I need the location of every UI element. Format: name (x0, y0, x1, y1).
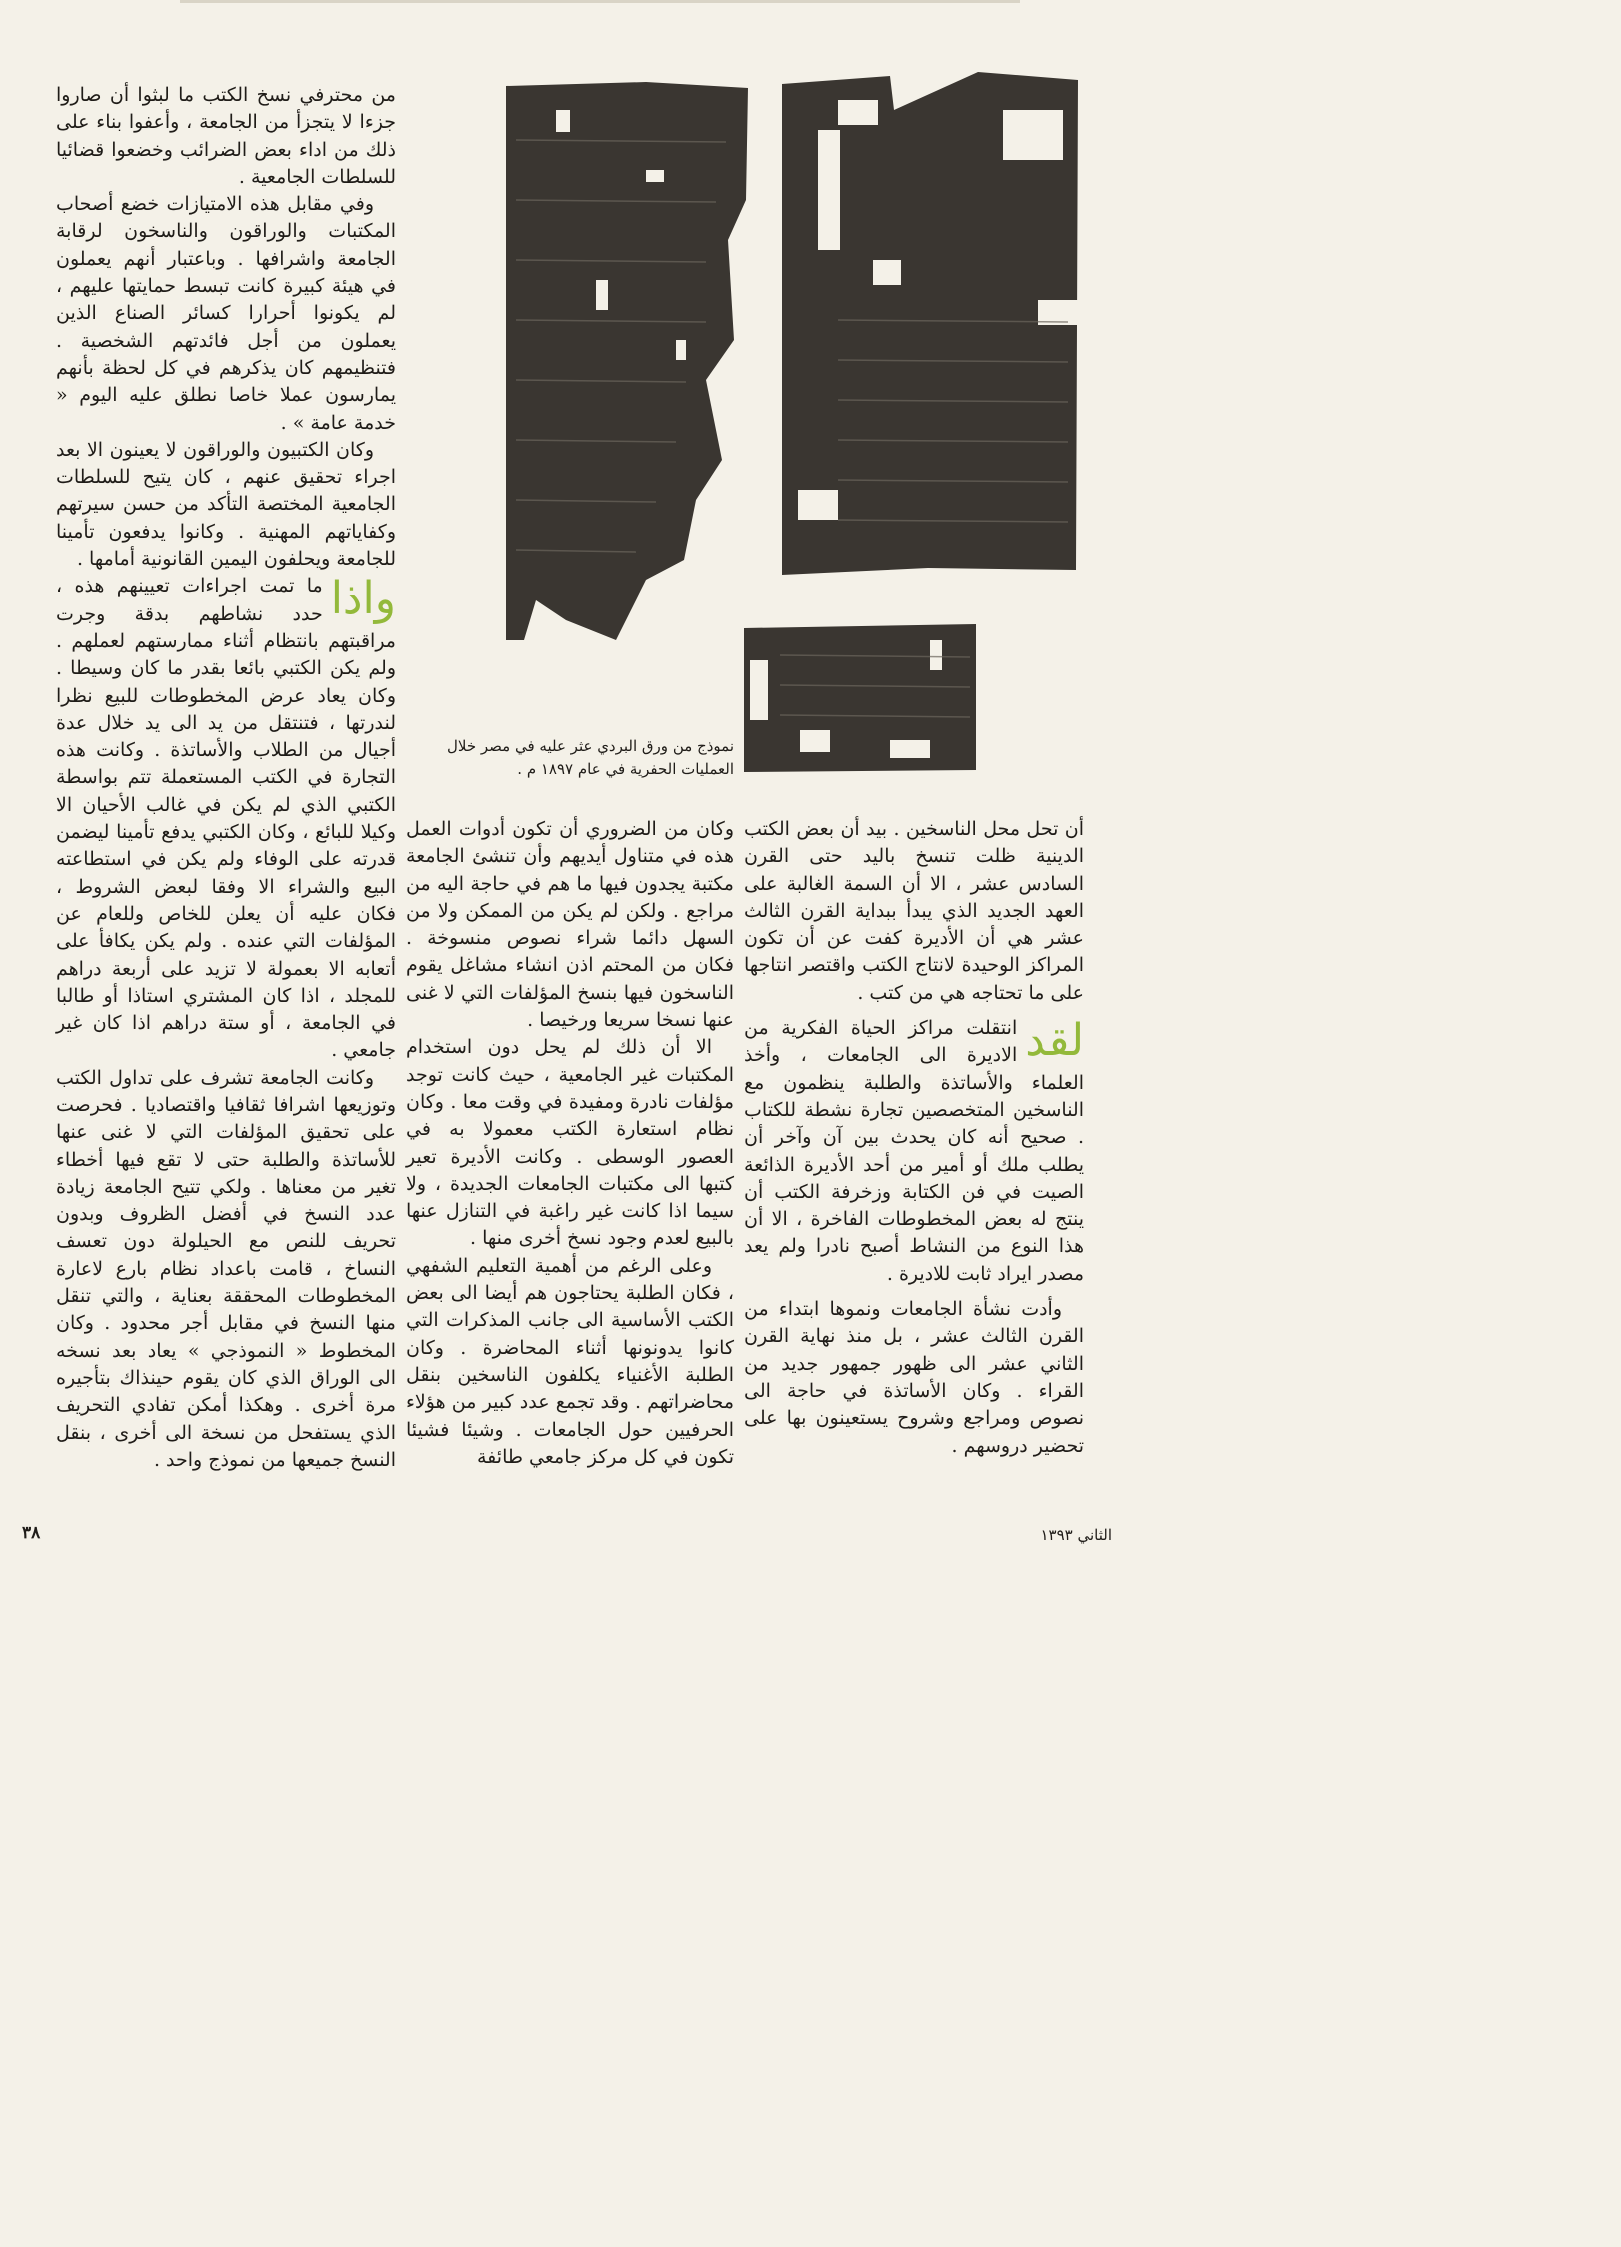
text-column-right (744, 816, 1084, 1460)
paragraph-with-dropcap (56, 573, 396, 1064)
paragraph: وعلى الرغم من أهمية التعليم الشفهي ، فكان الطلبة يحتاجون هم أيضا الى بعض الكتب الأساسية الى جانب المذكرات التي كانوا يدونونها أثناء المحاضرة . وكان الطلبة الأغنياء يكلفون الناسخين بنقل محاضراتهم . وقد تجمع عدد كبير من هؤلاء الحرفيين حول الجامعات . وشيئا فشيئا تكون في كل مركز جامعي طائفة (406, 1254, 734, 1468)
dropcap: لقد (1025, 1015, 1084, 1067)
paragraph: وكان الكتبيون والوراقون لا يعينون الا بعد اجراء تحقيق عنهم ، كان يتيح للسلطات الجامعية المختصة التأكد من حسن سيرتهم وكفاياتهم المهنية . وكانوا يدفعون تأمينا للجامعة ويحلفون اليمين القانونية أمامها . (56, 438, 396, 571)
paragraph: وفي مقابل هذه الامتيازات خضع أصحاب المكتبات والوراقون والناسخون لرقابة الجامعة واشرافها . وباعتبار أنهم يعملون في هيئة كبيرة كانت تبسط حمايتها عليهم ، لم يكونوا أحرارا كسائر الصناع الذين يعملون من أجل فائدتهم الشخصية . فتنظيمهم كان يذكرهم في كل لحظة بأنهم يمارسون عملا خاصا نطلق عليه اليوم « خدمة عامة » . (56, 193, 396, 434)
top-rule (180, 0, 1020, 3)
text-column-middle (406, 816, 734, 1471)
page-number: ٣٨ (22, 1523, 41, 1543)
papyrus-fragment-left (496, 80, 761, 640)
paragraph-text: انتقلت مراكز الحياة الفكرية من الاديرة الى الجامعات ، وأخذ العلماء والأساتذة والطلبة ينظمون مع الناسخين المتخصصين تجارة نشطة للكتاب . صحيح أنه كان يحدث بين آن وآخر أن يطلب ملك أو أمير من أحد الأديرة الذائعة الصيت في فن الكتابة وزخرفة الكتب أن ينتج له بعض المخطوطات الفاخرة ، الا أن هذا النوع من النشاط أصبح نادرا ولم يعد مصدر ايراد ثابت للاديرة . (744, 1017, 1084, 1285)
paragraph: الا أن ذلك لم يحل دون استخدام المكتبات غير الجامعية ، حيث كانت توجد مؤلفات نادرة ومفيدة في وقت معا . وكان نظام استعارة الكتب معمولا به في العصور الوسطى . وكانت الأديرة تعير كتبها الى مكتبات الجامعات الجديدة ، ولا سيما اذا كانت غير راغبة في التنازل عنها بالبيع لعدم وجود نسخ أخرى منها . (406, 1036, 734, 1250)
image-caption: نموذج من ورق البردي عثر عليه في مصر خلال العمليات الحفرية في عام ١٨٩٧ م . (447, 737, 734, 778)
paragraph: وأدت نشأة الجامعات ونموها ابتداء من القرن الثالث عشر ، بل منذ نهاية القرن الثاني عشر الى ظهور جمهور جديد من القراء . وكان الأساتذة في حاجة الى نصوص ومراجع وشروح يستعينون بها على تحضير دروسهم . (744, 1298, 1084, 1457)
paragraph: وكانت الجامعة تشرف على تداول الكتب وتوزيعها اشرافا ثقافيا واقتصاديا . فحرصت على تحقيق المؤلفات التي لا غنى عنها للأساتذة والطلبة حتى لا تقع فيها أخطاء تغير من معناها . ولكي تتيح الجامعة زيادة عدد النسخ في أفضل الظروف وبدون تحريف للنص مع الحيلولة دون تعسف النساخ ، قامت باعداد نظام بارع لاعارة المخطوطات المحققة بعناية ، والتي تنقل منها النسخ في مقابل أجر محدود . وكان المخطوط « النموذجي » يعاد بعد نسخه الى الوراق الذي كان يقوم حينذاك بتأجيره مرة أخرى . وهكذا أمكن تفادي التحريف الذي يستفحل من نسخة الى أخرى ، بنقل النسخ جميعها من نموذج واحد . (56, 1066, 396, 1471)
paragraph-text: ما تمت اجراءات تعيينهم هذه ، حدد نشاطهم بدقة وجرت مراقبتهم بانتظام أثناء ممارستهم لعملهم . ولم يكن الكتبي بائعا بقدر ما كان وسيطا . وكان يعاد عرض المخطوطات للبيع نظرا لندرتها ، فتنتقل من يد الى يد خلال عدة أجيال من الطلاب والأساتذة . وكانت هذه التجارة في الكتب المستعملة تتم بواسطة الكتبي الذي لم يكن في غالب الأحيان الا وكيلا للبائع ، وكان الكتبي يدفع تأمينا ليضمن قدرته على الوفاء ولم يكن في استطاعته البيع والشراء الا وفقا لبعض الشروط ، فكان عليه أن يعلن للخاص وللعام عن المؤلفات التي عنده . ولم يكن يكافأ على أتعابه الا بعمولة لا تزيد على أربعة دراهم للمجلد ، اذا كان المشتري استاذا أو طالبا في الجامعة ، أو ستة دراهم اذا كان غير جامعي . (56, 575, 396, 1062)
paragraph: وكان من الضروري أن تكون أدوات العمل هذه في متناول أيديهم وأن تنشئ الجامعة مكتبة يجدون فيها ما هم في حاجة اليه من مراجع . ولكن لم يكن من الممكن ولا من السهل دائما شراء نصوص منسوخة . فكان من المحتم اذن انشاء مشاغل يقوم الناسخون فيها بنسخ المؤلفات التي لا غنى عنها نسخا سريعا ورخيصا . (406, 818, 734, 1032)
paragraph: من محترفي نسخ الكتب ما لبثوا أن صاروا جزءا لا يتجزأ من الجامعة ، وأعفوا بناء على ذلك من اداء بعض الضرائب وخضعوا قضائيا للسلطات الجامعية . (56, 84, 396, 188)
issue-label: الثاني ١٣٩٣ (1040, 1526, 1112, 1544)
paragraph: أن تحل محل الناسخين . بيد أن بعض الكتب الدينية ظلت تنسخ باليد حتى القرن السادس عشر ، الا أن السمة الغالبة على العهد الجديد الذي يبدأ ببداية القرن الثالث عشر هي أن الأديرة كفت عن أن تكون المراكز الوحيدة لانتاج الكتب واقتصر انتاجها على ما تحتاجه هي من كتب . (744, 818, 1084, 1004)
text-column-left (56, 82, 396, 1474)
papyrus-fragment-right (778, 70, 1083, 580)
papyrus-fragment-small (740, 620, 980, 776)
paragraph-with-dropcap (744, 1015, 1084, 1288)
dropcap: واذا (330, 573, 396, 625)
